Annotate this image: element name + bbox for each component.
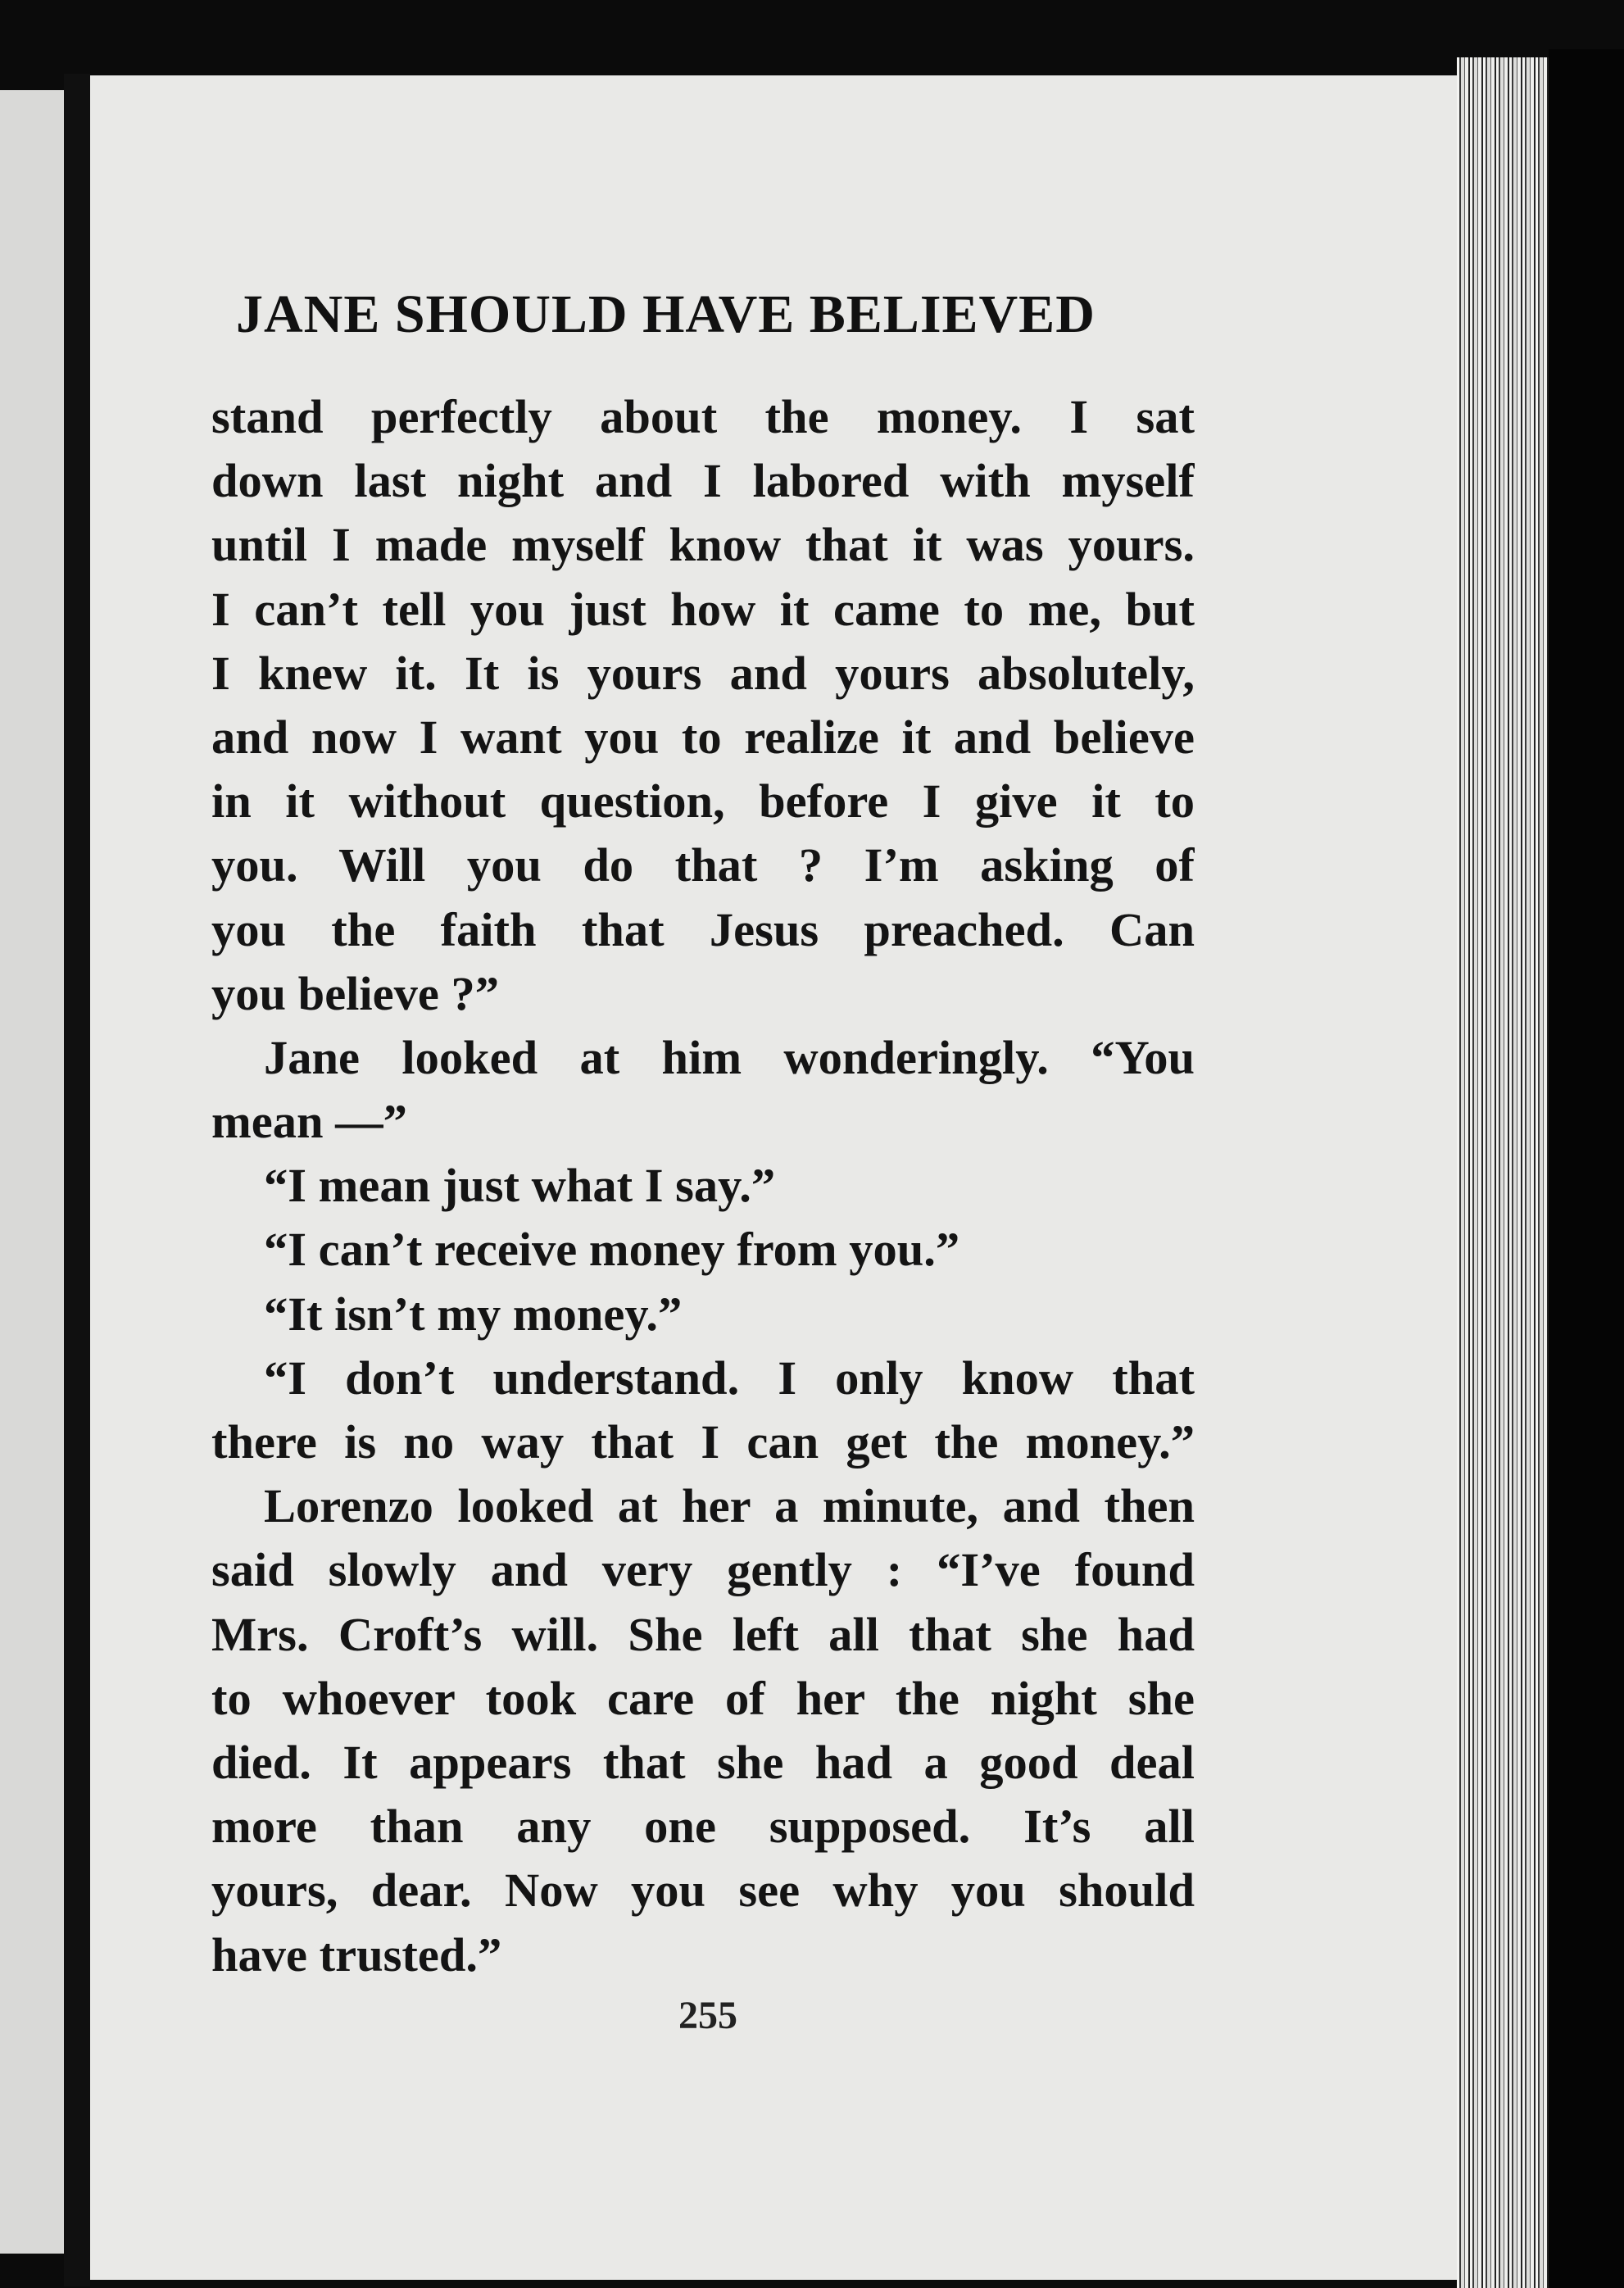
text-line: “I can’t receive money from you.”: [264, 1223, 960, 1277]
book-cover-edge: [1549, 49, 1624, 2288]
text-line: and now I want you to realize it and believe: [211, 710, 1195, 764]
text-line: stand perfectly about the money. I sat: [211, 390, 1195, 443]
text-line: have trusted.”: [211, 1927, 502, 1982]
text-line: Jane looked at him wonderingly. “You: [264, 1030, 1195, 1084]
text-line: down last night and I labored with myself: [211, 454, 1195, 508]
text-line: Lorenzo looked at her a minute, and then: [264, 1479, 1195, 1533]
text-line: you the faith that Jesus preached. Can: [211, 902, 1195, 956]
text-line: died. It appears that she had a good deal: [211, 1735, 1195, 1789]
text-line: I knew it. It is yours and yours absolutely,: [211, 646, 1195, 700]
text-line: more than any one supposed. It’s all: [211, 1800, 1195, 1854]
body-text: [211, 385, 1195, 1987]
running-head: JANE SHOULD HAVE BELIEVED: [236, 284, 1096, 344]
text-line: “It isn’t my money.”: [264, 1287, 683, 1341]
text-line: you. Will you do that ? I’m asking of: [211, 838, 1195, 892]
text-line: said slowly and very gently : “I’ve found: [211, 1543, 1195, 1597]
text-line: you believe ?”: [211, 966, 499, 1020]
book-gutter: [64, 74, 90, 2286]
text-line: to whoever took care of her the night she: [211, 1671, 1195, 1725]
text-line: yours, dear. Now you see why you should: [211, 1864, 1195, 1918]
text-line: mean —”: [211, 1095, 407, 1149]
text-line: Mrs. Croft’s will. She left all that she had: [211, 1607, 1195, 1661]
text-line: until I made myself know that it was yours.: [211, 518, 1195, 572]
text-line: “I mean just what I say.”: [264, 1159, 776, 1213]
text-line: “I don’t understand. I only know that: [264, 1351, 1195, 1405]
text-line: in it without question, before I give it to: [211, 774, 1195, 828]
page-number: 255: [678, 1994, 737, 2037]
text-line: I can’t tell you just how it came to me, but: [211, 582, 1195, 636]
text-line: there is no way that I can get the money.”: [211, 1415, 1195, 1469]
page-fore-edge: [1457, 57, 1549, 2288]
facing-page-edge: [0, 90, 64, 2254]
